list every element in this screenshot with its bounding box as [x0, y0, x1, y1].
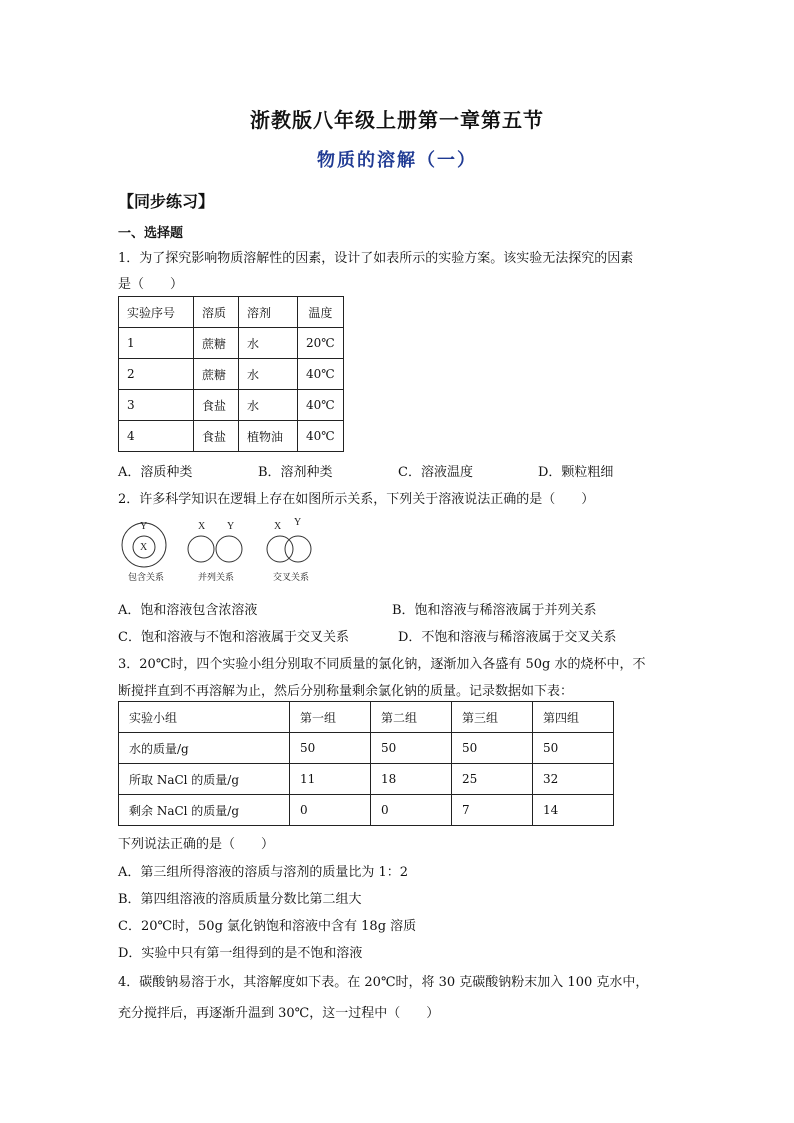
- table-row: [119, 764, 614, 795]
- q1-stem-line2: 是（ ）: [118, 277, 184, 292]
- table-cell: 40℃: [298, 390, 344, 421]
- q3-stem-line2: 断搅拌直到不再溶解为止，然后分别称量剩余氯化钠的质量。记录数据如下表：: [118, 684, 574, 699]
- table-cell: 11: [290, 764, 371, 795]
- q1-stem-line1: 1．为了探究影响物质溶解性的因素，设计了如表所示的实验方案。该实验无法探究的因素: [118, 251, 634, 266]
- q2-option-a: A．饱和溶液包含浓溶液: [118, 603, 258, 618]
- page-subtitle: 物质的溶解（一）: [317, 150, 477, 171]
- table-row: [119, 702, 614, 733]
- q3-option-d: D．实验中只有第一组得到的是不饱和溶液: [118, 946, 363, 961]
- table-cell: 1: [119, 328, 194, 359]
- table-cell: 第二组: [371, 702, 452, 733]
- table-cell: 蔗糖: [194, 328, 239, 359]
- parallel-label-y: Y: [227, 521, 235, 532]
- q1-table: [118, 296, 344, 452]
- table-cell: 实验序号: [119, 297, 194, 328]
- parallel-circle-x: [188, 536, 214, 562]
- table-row: [119, 359, 344, 390]
- table-cell: 0: [371, 795, 452, 826]
- table-cell: 0: [290, 795, 371, 826]
- table-cell: 2: [119, 359, 194, 390]
- q2-option-c: C．饱和溶液与不饱和溶液属于交叉关系: [118, 630, 349, 645]
- q1-option-c: C．溶液温度: [398, 465, 473, 480]
- table-cell: 第三组: [452, 702, 533, 733]
- table-cell: 蔗糖: [194, 359, 239, 390]
- diagram-caption-parallel: 并列关系: [198, 572, 235, 582]
- table-row: [119, 297, 344, 328]
- table-cell: 50: [371, 733, 452, 764]
- table-cell: 水: [239, 390, 298, 421]
- page-title: 浙教版八年级上册第一章第五节: [250, 108, 544, 132]
- q4-stem-line1: 4．碳酸钠易溶于水，其溶解度如下表。在 20℃时，将 30 克碳酸钠粉末加入 100 克水中，: [118, 975, 649, 990]
- q2-option-d: D．不饱和溶液与稀溶液属于交叉关系: [398, 630, 617, 645]
- q1-option-b: B．溶剂种类: [258, 465, 333, 480]
- table-cell: 18: [371, 764, 452, 795]
- q2-option-b: B．饱和溶液与稀溶液属于并列关系: [392, 603, 597, 618]
- table-cell: 第四组: [533, 702, 614, 733]
- table-cell: 50: [533, 733, 614, 764]
- q3-option-a: A．第三组所得溶液的溶质与溶剂的质量比为 1：2: [118, 865, 409, 880]
- diagram-caption-containment: 包含关系: [128, 572, 165, 582]
- table-cell: 40℃: [298, 421, 344, 452]
- subsection-heading: 一、选择题: [118, 226, 184, 241]
- q1-option-a: A．溶质种类: [118, 465, 193, 480]
- q3-table: [118, 701, 614, 826]
- table-cell: 14: [533, 795, 614, 826]
- table-cell: 食盐: [194, 390, 239, 421]
- table-cell: 7: [452, 795, 533, 826]
- table-row: [119, 421, 344, 452]
- parallel-circle-y: [216, 536, 242, 562]
- q3-option-b: B．第四组溶液的溶质质量分数比第二组大: [118, 892, 362, 907]
- table-cell: 水: [239, 328, 298, 359]
- intersection-circle-y: [285, 536, 311, 562]
- intersection-label-y: Y: [294, 517, 302, 528]
- table-cell: 植物油: [239, 421, 298, 452]
- q4-stem-line2: 充分搅拌后，再逐渐升温到 30℃，这一过程中（ ）: [118, 1006, 440, 1021]
- table-cell: 溶剂: [239, 297, 298, 328]
- parallel-label-x: X: [198, 521, 206, 532]
- table-row: [119, 795, 614, 826]
- section-heading: 【同步练习】: [118, 192, 215, 211]
- table-row: [119, 733, 614, 764]
- table-cell: 实验小组: [119, 702, 290, 733]
- table-row: [119, 390, 344, 421]
- q2-stem: 2．许多科学知识在逻辑上存在如图所示关系，下列关于溶液说法正确的是（ ）: [118, 492, 595, 507]
- table-cell: 4: [119, 421, 194, 452]
- table-cell: 50: [290, 733, 371, 764]
- table-cell: 50: [452, 733, 533, 764]
- table-row: [119, 328, 344, 359]
- table-cell: 所取 NaCl 的质量/g: [119, 764, 290, 795]
- table-cell: 溶质: [194, 297, 239, 328]
- table-cell: 水的质量/g: [119, 733, 290, 764]
- q3-stem-line1: 3．20℃时，四个实验小组分别取不同质量的氯化钠，逐渐加入各盛有 50g 水的烧杯中，不: [118, 657, 646, 672]
- relation-diagram: [118, 512, 338, 588]
- table-cell: 32: [533, 764, 614, 795]
- table-cell: 温度: [298, 297, 344, 328]
- table-cell: 20℃: [298, 328, 344, 359]
- table-cell: 水: [239, 359, 298, 390]
- table-cell: 25: [452, 764, 533, 795]
- containment-label-y: Y: [140, 521, 148, 532]
- q3-option-c: C．20℃时，50g 氯化钠饱和溶液中含有 18g 溶质: [118, 919, 417, 934]
- q3-question: 下列说法正确的是（ ）: [118, 837, 275, 852]
- table-cell: 40℃: [298, 359, 344, 390]
- diagram-caption-intersection: 交叉关系: [273, 572, 310, 582]
- table-cell: 3: [119, 390, 194, 421]
- table-cell: 剩余 NaCl 的质量/g: [119, 795, 290, 826]
- containment-label-x: X: [140, 542, 148, 553]
- q1-option-d: D．颗粒粗细: [538, 465, 614, 480]
- intersection-label-x: X: [274, 521, 282, 532]
- table-cell: 第一组: [290, 702, 371, 733]
- table-cell: 食盐: [194, 421, 239, 452]
